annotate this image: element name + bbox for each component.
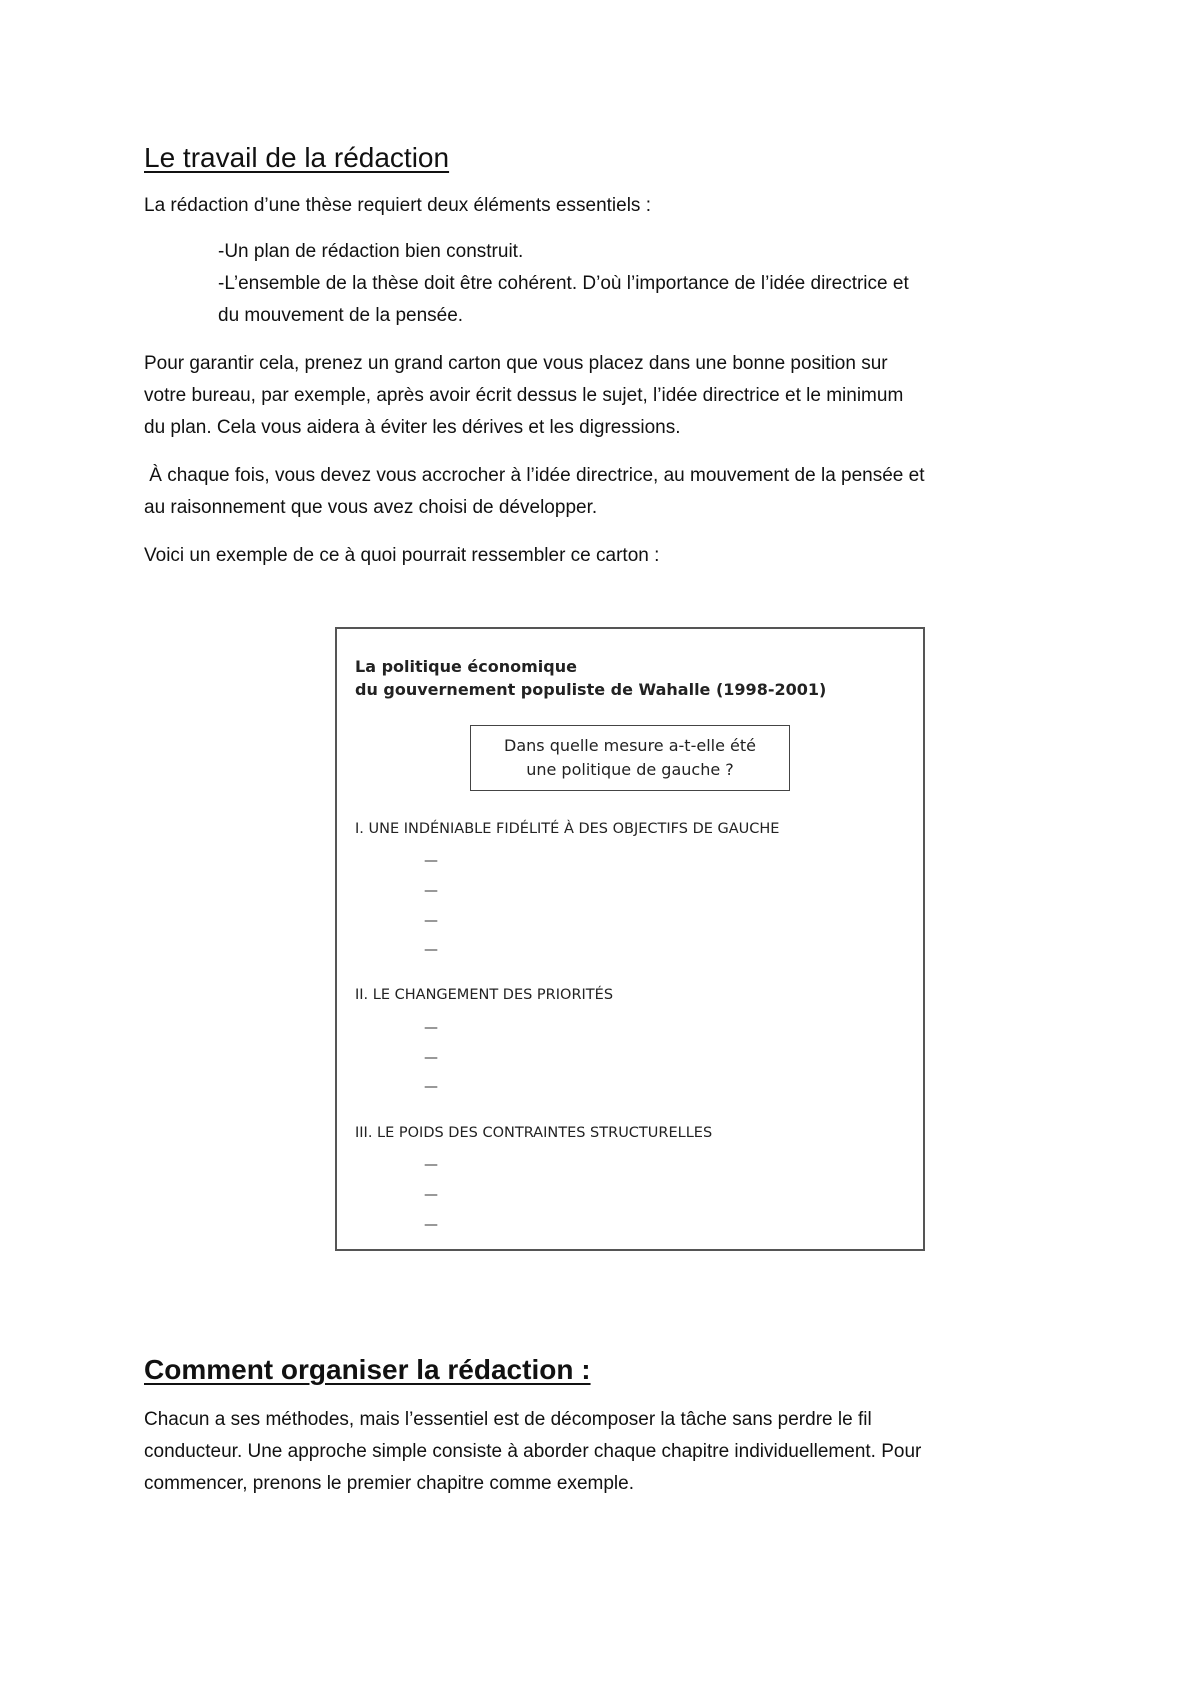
card-title-line: La politique économique xyxy=(355,657,577,676)
card-title xyxy=(355,655,905,701)
card-question-box xyxy=(470,725,790,791)
paragraph-exemple: Voici un exemple de ce à quoi pourrait ressembler ce carton : xyxy=(144,545,660,566)
paragraph-idee-directrice xyxy=(144,460,1074,524)
card-dash: — xyxy=(424,1050,438,1066)
text-line: votre bureau, par exemple, après avoir écrit dessus le sujet, l’idée directrice et le minimum xyxy=(144,385,904,406)
card-dash: — xyxy=(424,853,438,869)
intro-paragraph: La rédaction d’une thèse requiert deux éléments essentiels : xyxy=(144,195,651,216)
list-item: -L’ensemble de la thèse doit être cohérent. D’où l’importance de l’idée directrice et xyxy=(218,273,909,294)
card-section-iii: III. LE POIDS DES CONTRAINTES STRUCTURELLES xyxy=(355,1125,713,1141)
list-item: du mouvement de la pensée. xyxy=(218,305,464,326)
question-line: Dans quelle mesure a-t-elle été xyxy=(504,736,756,755)
card-dash: — xyxy=(424,883,438,899)
requirements-list xyxy=(144,236,1074,332)
card-dash: — xyxy=(424,1187,438,1203)
text-line: du plan. Cela vous aidera à éviter les dérives et les digressions. xyxy=(144,417,681,438)
card-dash: — xyxy=(424,1157,438,1173)
text-line: commencer, prenons le premier chapitre comme exemple. xyxy=(144,1473,634,1494)
section-organisation xyxy=(144,1350,1074,1500)
card-dash: — xyxy=(424,1079,438,1095)
question-line: une politique de gauche ? xyxy=(526,760,734,779)
section-redaction xyxy=(144,138,1074,572)
text-line: À chaque fois, vous devez vous accrocher à l’idée directrice, au mouvement de la pensée et xyxy=(144,465,925,486)
list-item: -Un plan de rédaction bien construit. xyxy=(218,241,524,262)
text-line: Pour garantir cela, prenez un grand carton que vous placez dans une bonne position sur xyxy=(144,353,888,374)
paragraph-carton xyxy=(144,348,1074,444)
text-line: au raisonnement que vous avez choisi de développer. xyxy=(144,497,598,518)
heading-travail-redaction: Le travail de la rédaction xyxy=(144,142,450,173)
text-line: Chacun a ses méthodes, mais l’essentiel est de décomposer la tâche sans perdre le fil xyxy=(144,1409,872,1430)
card-title-line: du gouvernement populiste de Wahalle (1998-2001) xyxy=(355,680,827,699)
card-section-i: I. UNE INDÉNIABLE FIDÉLITÉ À DES OBJECTIFS DE GAUCHE xyxy=(355,821,780,837)
card-dash: — xyxy=(424,1217,438,1233)
example-card-image xyxy=(335,627,925,1251)
card-dash: — xyxy=(424,1020,438,1036)
card-dash: — xyxy=(424,913,438,929)
card-dash: — xyxy=(424,942,438,958)
text-line: conducteur. Une approche simple consiste à aborder chaque chapitre individuellement. Pour xyxy=(144,1441,922,1462)
heading-organiser-redaction: Comment organiser la rédaction : xyxy=(144,1354,591,1385)
card-section-ii: II. LE CHANGEMENT DES PRIORITÉS xyxy=(355,987,614,1003)
